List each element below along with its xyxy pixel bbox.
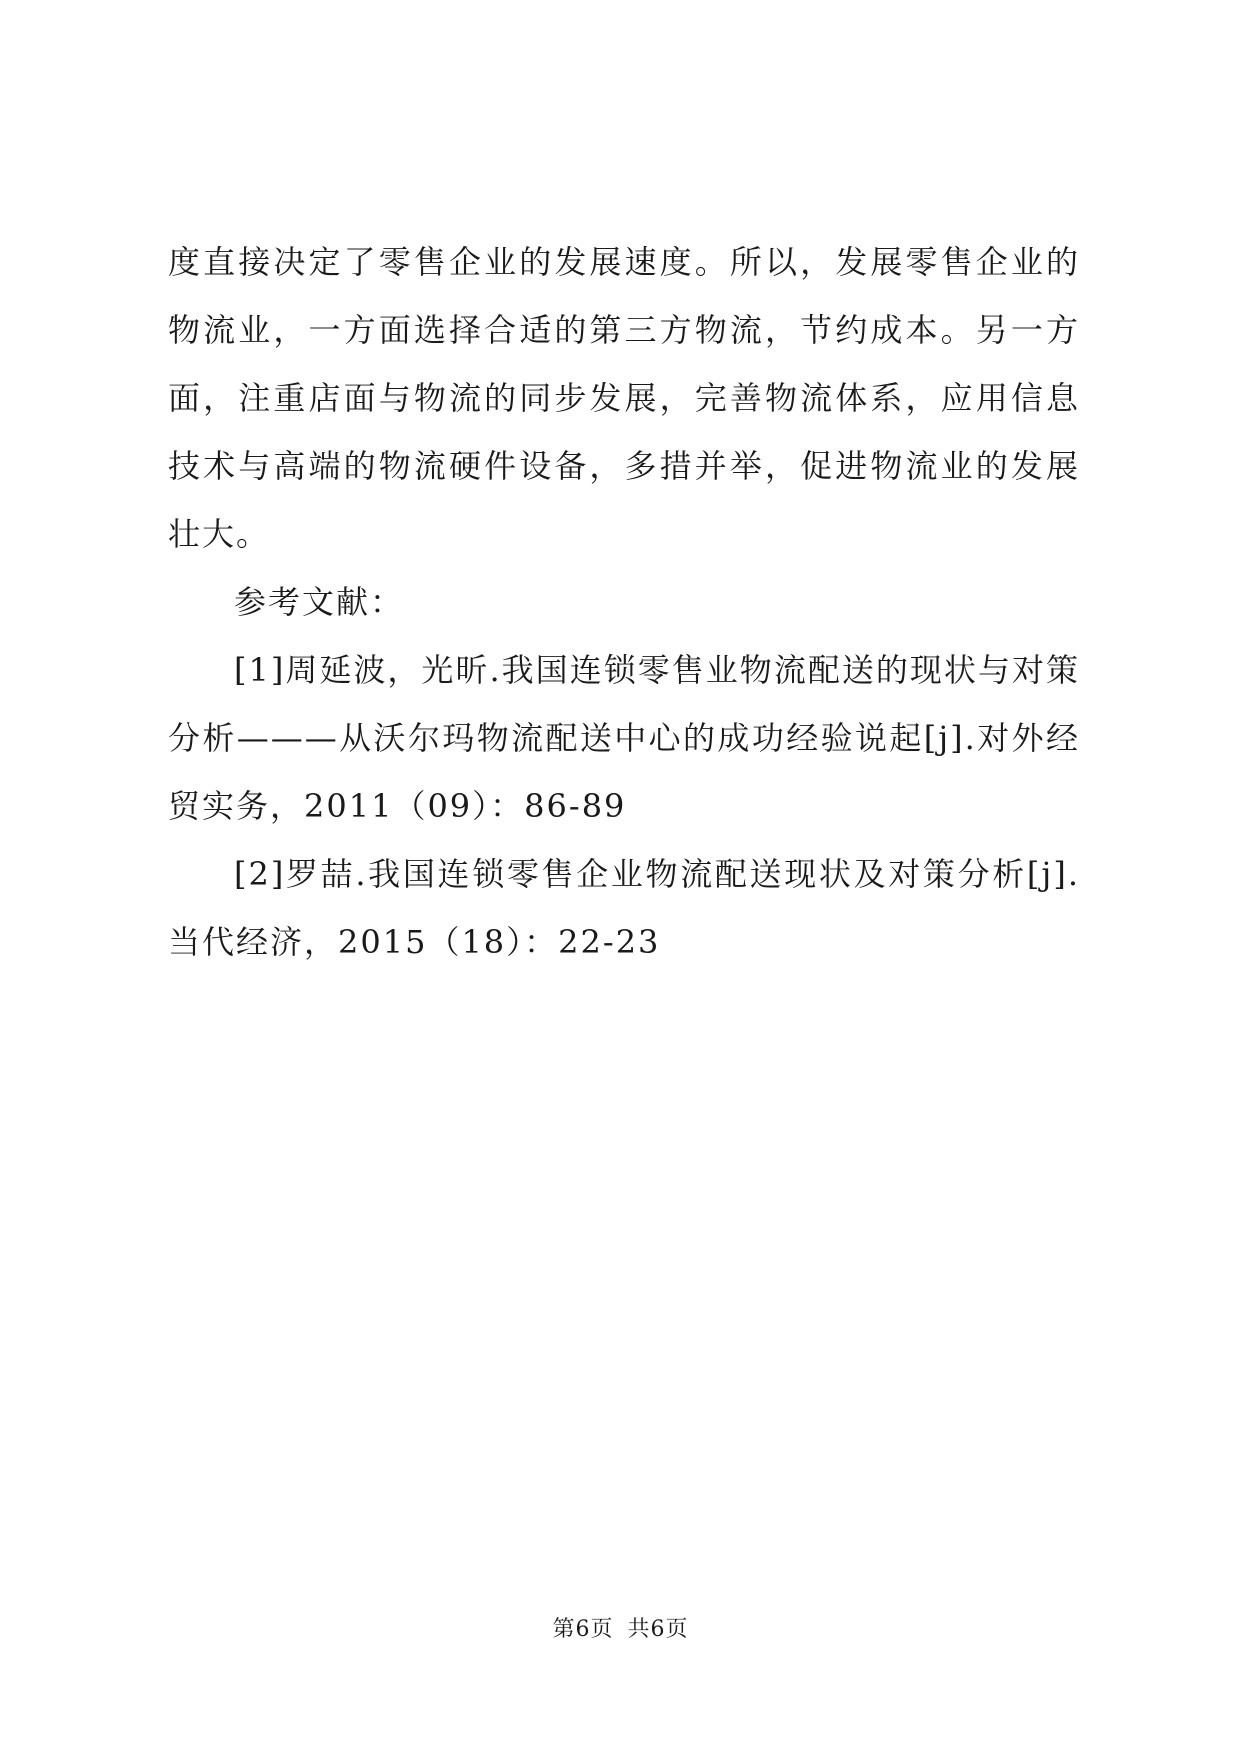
page-number-total: 共6页 [627, 1617, 689, 1642]
reference-item-1: [1]周延波，光昕.我国连锁零售业物流配送的现状与对策分析———从沃尔玛物流配送中心的成功经验说起[j].对外经贸实务，2011（09）：86-89 [168, 651, 1080, 825]
body-paragraph: 度直接决定了零售企业的发展速度。所以，发展零售企业的物流业，一方面选择合适的第三方物流，节约成本。另一方面，注重店面与物流的同步发展，完善物流体系，应用信息技术与高端的物流硬件设备，多措并举，促进物流业的发展壮大。 [168, 243, 1080, 553]
page-footer [0, 1612, 1241, 1643]
page-number-current: 第6页 [552, 1617, 614, 1642]
references-heading: 参考文献： [234, 583, 405, 621]
document-body [168, 228, 1080, 976]
reference-item-2: [2]罗喆.我国连锁零售企业物流配送现状及对策分析[j].当代经济，2015（18）：22-23 [168, 855, 1080, 961]
